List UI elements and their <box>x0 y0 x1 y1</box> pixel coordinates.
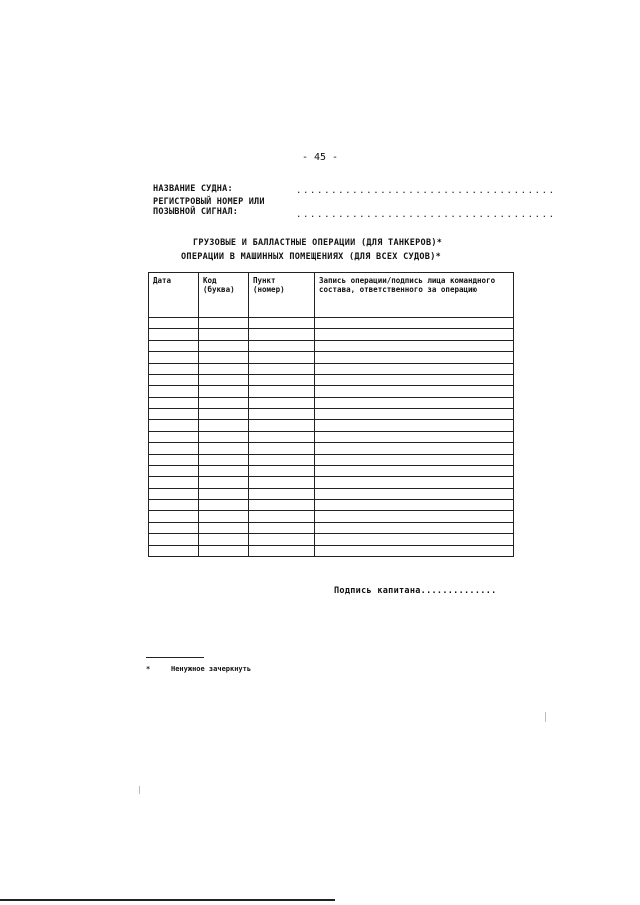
table-cell <box>199 352 249 363</box>
table-cell <box>149 511 199 522</box>
table-cell <box>149 409 199 420</box>
table-cell <box>199 374 249 385</box>
table-cell <box>199 329 249 340</box>
footnote-text: Ненужное зачеркнуть <box>171 665 252 673</box>
table-cell <box>249 329 315 340</box>
table-cell <box>249 511 315 522</box>
table-cell <box>315 534 514 545</box>
table-row <box>149 397 514 408</box>
table-cell <box>315 443 514 454</box>
table-cell <box>149 443 199 454</box>
table-row <box>149 545 514 557</box>
table-cell <box>315 397 514 408</box>
table-cell <box>199 318 249 329</box>
table-cell <box>149 465 199 476</box>
ship-name-label: НАЗВАНИЕ СУДНА: <box>153 184 233 194</box>
col-code: Код (буква) <box>199 273 249 318</box>
table-cell <box>249 534 315 545</box>
table-cell <box>249 397 315 408</box>
table-cell <box>249 352 315 363</box>
table-cell <box>199 511 249 522</box>
table-cell <box>149 488 199 499</box>
page-number: - 45 - <box>301 152 339 163</box>
table-row <box>149 374 514 385</box>
table-row <box>149 443 514 454</box>
table-cell <box>149 500 199 511</box>
table-cell <box>149 420 199 431</box>
table-cell <box>149 522 199 533</box>
table-cell <box>249 465 315 476</box>
ship-name-field: ..................................... <box>296 186 556 196</box>
table-cell <box>199 431 249 442</box>
heading-tankers: ГРУЗОВЫЕ И БАЛЛАСТНЫЕ ОПЕРАЦИИ (ДЛЯ ТАНКЕРОВ)* <box>193 238 443 248</box>
scan-edge-line <box>0 899 335 901</box>
table-cell <box>199 454 249 465</box>
table-cell <box>249 363 315 374</box>
table-cell <box>199 545 249 557</box>
table-cell <box>249 409 315 420</box>
col-item: Пункт (номер) <box>249 273 315 318</box>
table-cell <box>199 409 249 420</box>
table-cell <box>315 329 514 340</box>
table-cell <box>315 545 514 557</box>
table-row <box>149 465 514 476</box>
table-cell <box>199 465 249 476</box>
table-cell <box>149 352 199 363</box>
table-row <box>149 318 514 329</box>
table-cell <box>199 386 249 397</box>
table-cell <box>149 534 199 545</box>
footnote-rule <box>146 657 204 658</box>
reg-number-label-1: РЕГИСТРОВЫЙ НОМЕР ИЛИ <box>153 197 265 207</box>
table-row <box>149 477 514 488</box>
table-cell <box>249 488 315 499</box>
table-cell <box>149 454 199 465</box>
table-cell <box>315 511 514 522</box>
table-cell <box>149 340 199 351</box>
table-cell <box>149 363 199 374</box>
table-cell <box>199 420 249 431</box>
table-cell <box>199 340 249 351</box>
table-cell <box>315 386 514 397</box>
table-cell <box>315 522 514 533</box>
table-cell <box>249 454 315 465</box>
col-date: Дата <box>149 273 199 318</box>
table-row <box>149 420 514 431</box>
table-row <box>149 511 514 522</box>
table-cell <box>199 477 249 488</box>
table-cell <box>249 522 315 533</box>
table-cell <box>199 522 249 533</box>
table-cell <box>315 363 514 374</box>
table-cell <box>315 465 514 476</box>
table-cell <box>249 545 315 557</box>
table-cell <box>199 397 249 408</box>
table-row <box>149 352 514 363</box>
table-cell <box>199 443 249 454</box>
table-cell <box>249 500 315 511</box>
table-cell <box>315 420 514 431</box>
table-row <box>149 363 514 374</box>
scan-speck <box>139 786 140 794</box>
table-cell <box>149 318 199 329</box>
table-cell <box>149 329 199 340</box>
table-cell <box>315 352 514 363</box>
heading-engine-rooms: ОПЕРАЦИИ В МАШИННЫХ ПОМЕЩЕНИЯХ (ДЛЯ ВСЕХ СУДОВ)* <box>181 252 442 262</box>
table-cell <box>249 386 315 397</box>
scan-speck <box>545 712 546 722</box>
table-row <box>149 500 514 511</box>
col-record: Запись операции/подпись лица командного состава, ответственного за операцию <box>315 273 514 318</box>
table-cell <box>199 488 249 499</box>
table-header-row <box>149 273 514 318</box>
table-cell <box>149 374 199 385</box>
table-row <box>149 340 514 351</box>
table-cell <box>315 340 514 351</box>
table-row <box>149 522 514 533</box>
reg-number-label-2: ПОЗЫВНОЙ СИГНАЛ: <box>153 207 239 217</box>
table-row <box>149 329 514 340</box>
table-cell <box>249 431 315 442</box>
table-cell <box>315 500 514 511</box>
table-cell <box>249 374 315 385</box>
table-cell <box>149 397 199 408</box>
table-cell <box>315 431 514 442</box>
table-cell <box>149 431 199 442</box>
table-cell <box>199 500 249 511</box>
table-cell <box>149 477 199 488</box>
table-cell <box>315 374 514 385</box>
captain-signature: Подпись капитана.............. <box>334 586 497 596</box>
table-cell <box>249 318 315 329</box>
table-cell <box>149 386 199 397</box>
footnote-mark: * <box>146 665 151 673</box>
table-cell <box>249 340 315 351</box>
table-cell <box>315 454 514 465</box>
reg-number-field: ..................................... <box>296 210 556 220</box>
table-cell <box>315 409 514 420</box>
table-cell <box>315 318 514 329</box>
table-row <box>149 454 514 465</box>
table-cell <box>249 477 315 488</box>
table-row <box>149 534 514 545</box>
operations-table <box>148 272 514 557</box>
table-row <box>149 386 514 397</box>
table-cell <box>315 477 514 488</box>
table-cell <box>249 420 315 431</box>
table-row <box>149 488 514 499</box>
table-cell <box>149 545 199 557</box>
table-cell <box>315 488 514 499</box>
table-row <box>149 431 514 442</box>
table-cell <box>249 443 315 454</box>
table-cell <box>199 363 249 374</box>
table-cell <box>199 534 249 545</box>
table-row <box>149 409 514 420</box>
